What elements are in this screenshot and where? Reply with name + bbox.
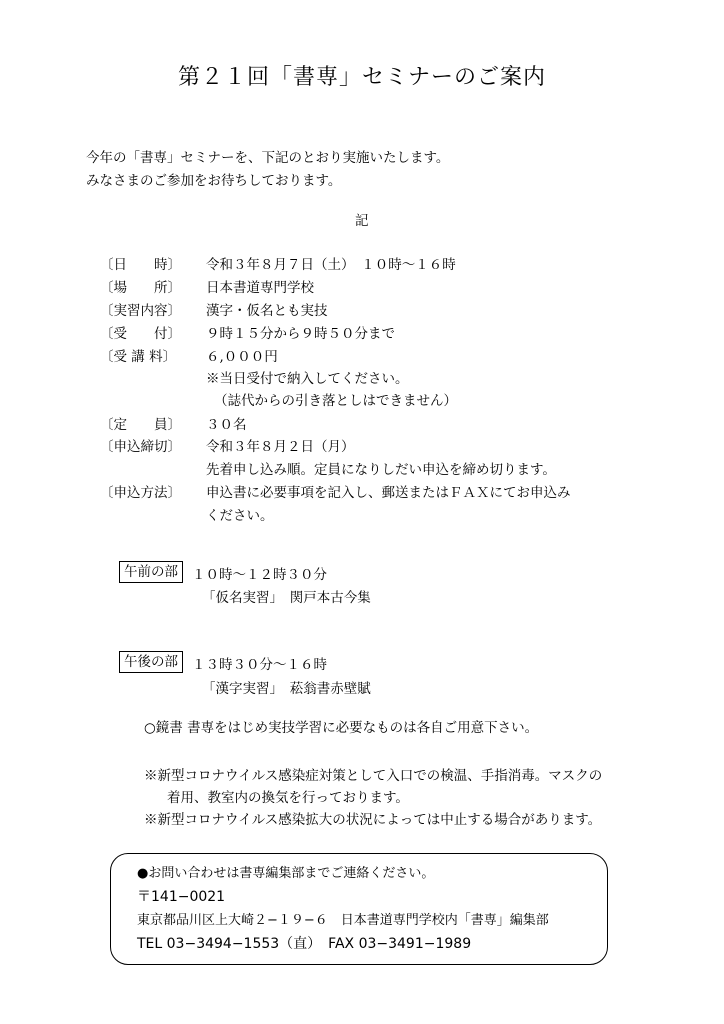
deadline-note: 先着申し込み順。定員になりしだい申込を締め切ります。 xyxy=(206,462,556,478)
contact-address: 東京都品川区上大崎２−１９−６ 日本書道専門学校内「書専」編集部 xyxy=(137,913,549,928)
covid-note-1-line-2: 着用、教室内の換気を行っております。 xyxy=(167,790,409,806)
covid-note-2: ※新型コロナウイルス感染拡大の状況によっては中止する場合があります。 xyxy=(144,812,602,828)
ki-heading: 記 xyxy=(355,213,369,229)
method-value: 申込書に必要事項を記入し、郵送またはＦＡＸにてお申込み xyxy=(206,485,571,501)
reception-label: 〔受 付〕 xyxy=(100,326,181,342)
fee-value: ６,０００円 xyxy=(206,349,278,365)
capacity-value: ３０名 xyxy=(206,417,247,433)
method-value-2: ください。 xyxy=(206,508,274,524)
place-label: 〔場 所〕 xyxy=(100,280,181,296)
deadline-label: 〔申込締切〕 xyxy=(100,439,181,455)
contact-postal-code: 〒141−0021 xyxy=(137,889,226,905)
covid-note-1-line-1: ※新型コロナウイルス感染症対策として入口での検温、手指消毒。マスクの xyxy=(144,768,603,784)
content-value: 漢字・仮名とも実技 xyxy=(206,303,328,319)
date-label: 〔日 時〕 xyxy=(100,257,181,273)
morning-session-time: １０時～１２時３０分 xyxy=(192,567,327,583)
afternoon-session-label: 午後の部 xyxy=(119,651,183,673)
contact-phone-fax: TEL 03−3494−1553（直） FAX 03−3491−1989 xyxy=(137,936,472,952)
intro-line-1: 今年の「書専」セミナーを、下記のとおり実施いたします。 xyxy=(86,150,450,166)
morning-session-label: 午前の部 xyxy=(119,561,183,583)
fee-label: 〔受 講 料〕 xyxy=(100,349,177,365)
morning-session-topic: 「仮名実習」 関戸本古今集 xyxy=(202,590,371,606)
deadline-value: 令和３年８月２日（月） xyxy=(206,439,355,455)
capacity-label: 〔定 員〕 xyxy=(100,417,181,433)
afternoon-session-time: １３時３０分～１６時 xyxy=(192,657,327,673)
method-label: 〔申込方法〕 xyxy=(100,485,181,501)
page-title: 第２１回「書専」セミナーのご案内 xyxy=(177,65,546,90)
intro-line-2: みなさまのご参加をお待ちしております。 xyxy=(86,173,342,189)
fee-note-1: ※当日受付で納入してください。 xyxy=(206,371,409,387)
place-value: 日本書道専門学校 xyxy=(206,280,314,296)
afternoon-session-topic: 「漢字実習」 菘翁書赤壁賦 xyxy=(202,681,371,697)
content-label: 〔実習内容〕 xyxy=(100,303,181,319)
bring-note: ○鏡書 書専をはじめ実技学習に必要なものは各自ご用意下さい。 xyxy=(144,720,539,736)
contact-heading: ●お問い合わせは書専編集部までご連絡ください。 xyxy=(137,866,435,881)
intro-paragraph xyxy=(86,147,449,193)
fee-note-2: （誌代からの引き落としはできません） xyxy=(214,393,457,409)
reception-value: ９時１５分から９時５０分まで xyxy=(206,326,395,342)
date-value: 令和３年８月７日（土） １０時～１６時 xyxy=(206,257,456,273)
